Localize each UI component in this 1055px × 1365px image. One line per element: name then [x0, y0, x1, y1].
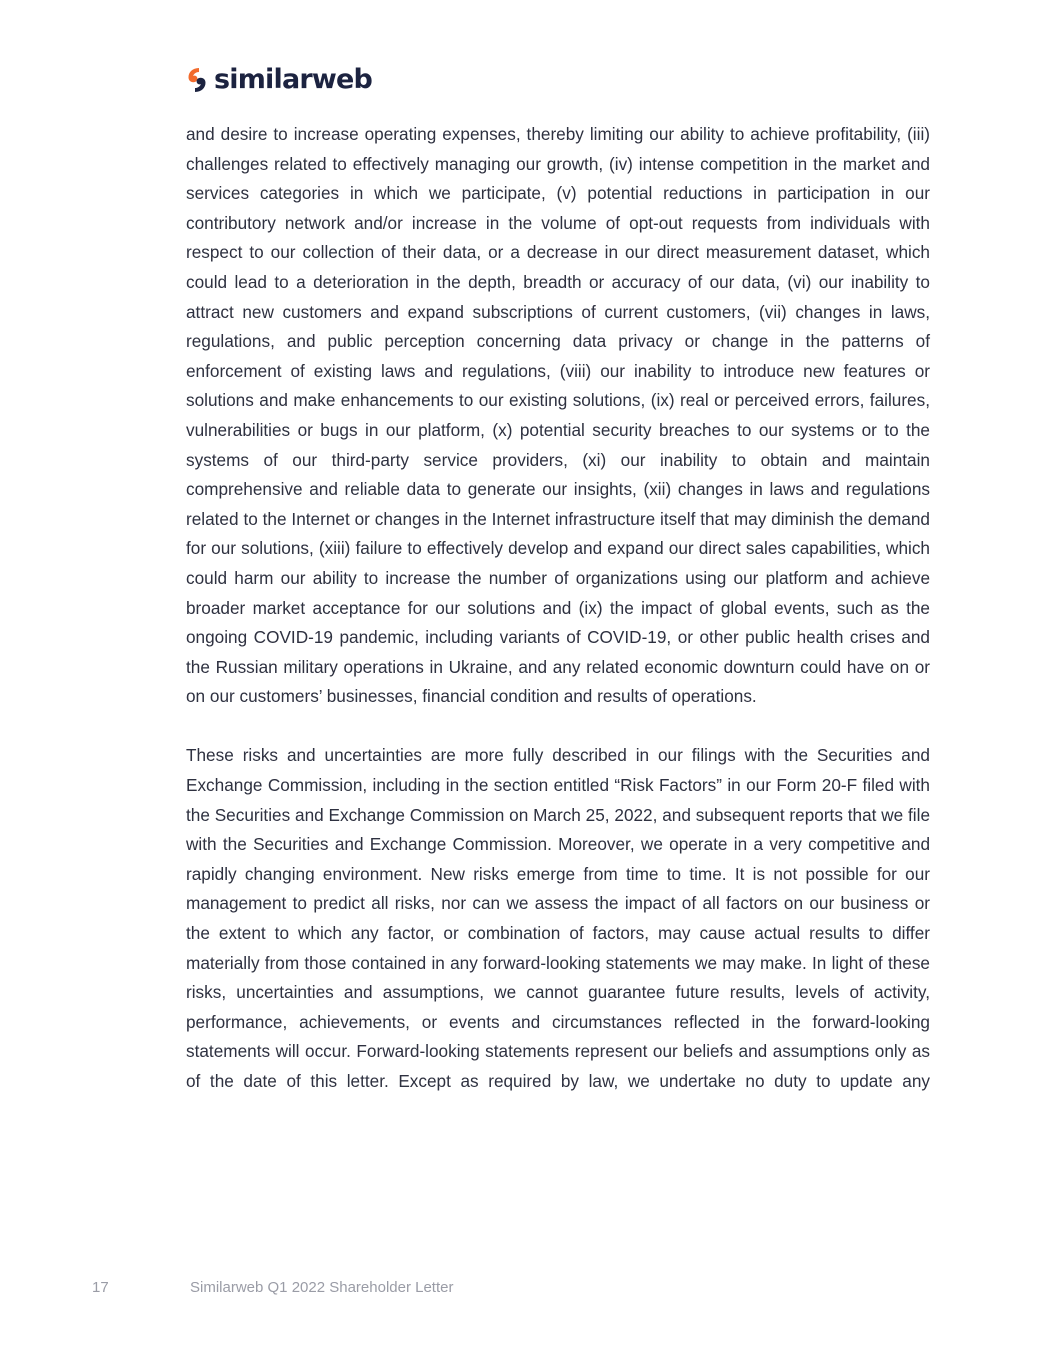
similarweb-logo-icon: [186, 67, 208, 93]
page-number: 17: [92, 1279, 109, 1296]
body-paragraph: These risks and uncertainties are more fully described in our filings with the Securities and Exchange Commission, including in the section entitled “Risk Factors” in our Form 20-F filed with the Securities and Exchange Commission on March 25, 2022, and subsequent reports that we file with the Securities and Exchange Commission. Moreover, we operate in a very competitive and rapidly changing environment. New risks emerge from time to time. It is not possible for our management to predict all risks, nor can we assess the impact of all factors on our business or the extent to which any factor, or combination of factors, may cause actual results to differ materially from those contained in any forward-looking statements we may make. In light of these risks, uncertainties and assumptions, we cannot guarantee future results, levels of activity, performance, achievements, or events and circumstances reflected in the forward-looking statements will occur. Forward-looking statements represent our beliefs and assumptions only as of the date of this letter. Except as required by law, we undertake no duty to update any: [186, 745, 930, 1091]
letter-body: [186, 120, 930, 1097]
logo-wordmark: similarweb: [214, 64, 373, 95]
company-logo: [186, 64, 372, 96]
footer-document-title: Similarweb Q1 2022 Shareholder Letter: [190, 1279, 454, 1296]
body-paragraph: and desire to increase operating expenses, thereby limiting our ability to achieve profitability, (iii) challenges related to effectively managing our growth, (iv) intense competition in the market and services categories in which we participate, (v) potential reductions in participation in our contributory network and/or increase in the volume of opt-out requests from individuals with respect to our collection of their data, or a decrease in our direct measurement dataset, which could lead to a deterioration in the depth, breadth or accuracy of our data, (vi) our inability to attract new customers and expand subscriptions of current customers, (vii) changes in laws, regulations, and public perception concerning data privacy or change in the patterns of enforcement of existing laws and regulations, (viii) our inability to introduce new features or solutions and make enhancements to our existing solutions, (ix) real or perceived errors, failures, vulnerabilities or bugs in our platform, (x) potential security breaches to our systems or to the systems of our third-party service providers, (xi) our inability to obtain and maintain comprehensive and reliable data to generate our insights, (xii) changes in laws and regulations related to the Internet or changes in the Internet infrastructure itself that may diminish the demand for our solutions, (xiii) failure to effectively develop and expand our direct sales capabilities, which could harm our ability to increase the number of organizations using our platform and achieve broader market acceptance for our solutions and (ix) the impact of global events, such as the ongoing COVID-19 pandemic, including variants of COVID-19, or other public health crises and the Russian military operations in Ukraine, and any related economic downturn could have on or on our customers’ businesses, financial condition and results of operations.: [186, 124, 930, 707]
